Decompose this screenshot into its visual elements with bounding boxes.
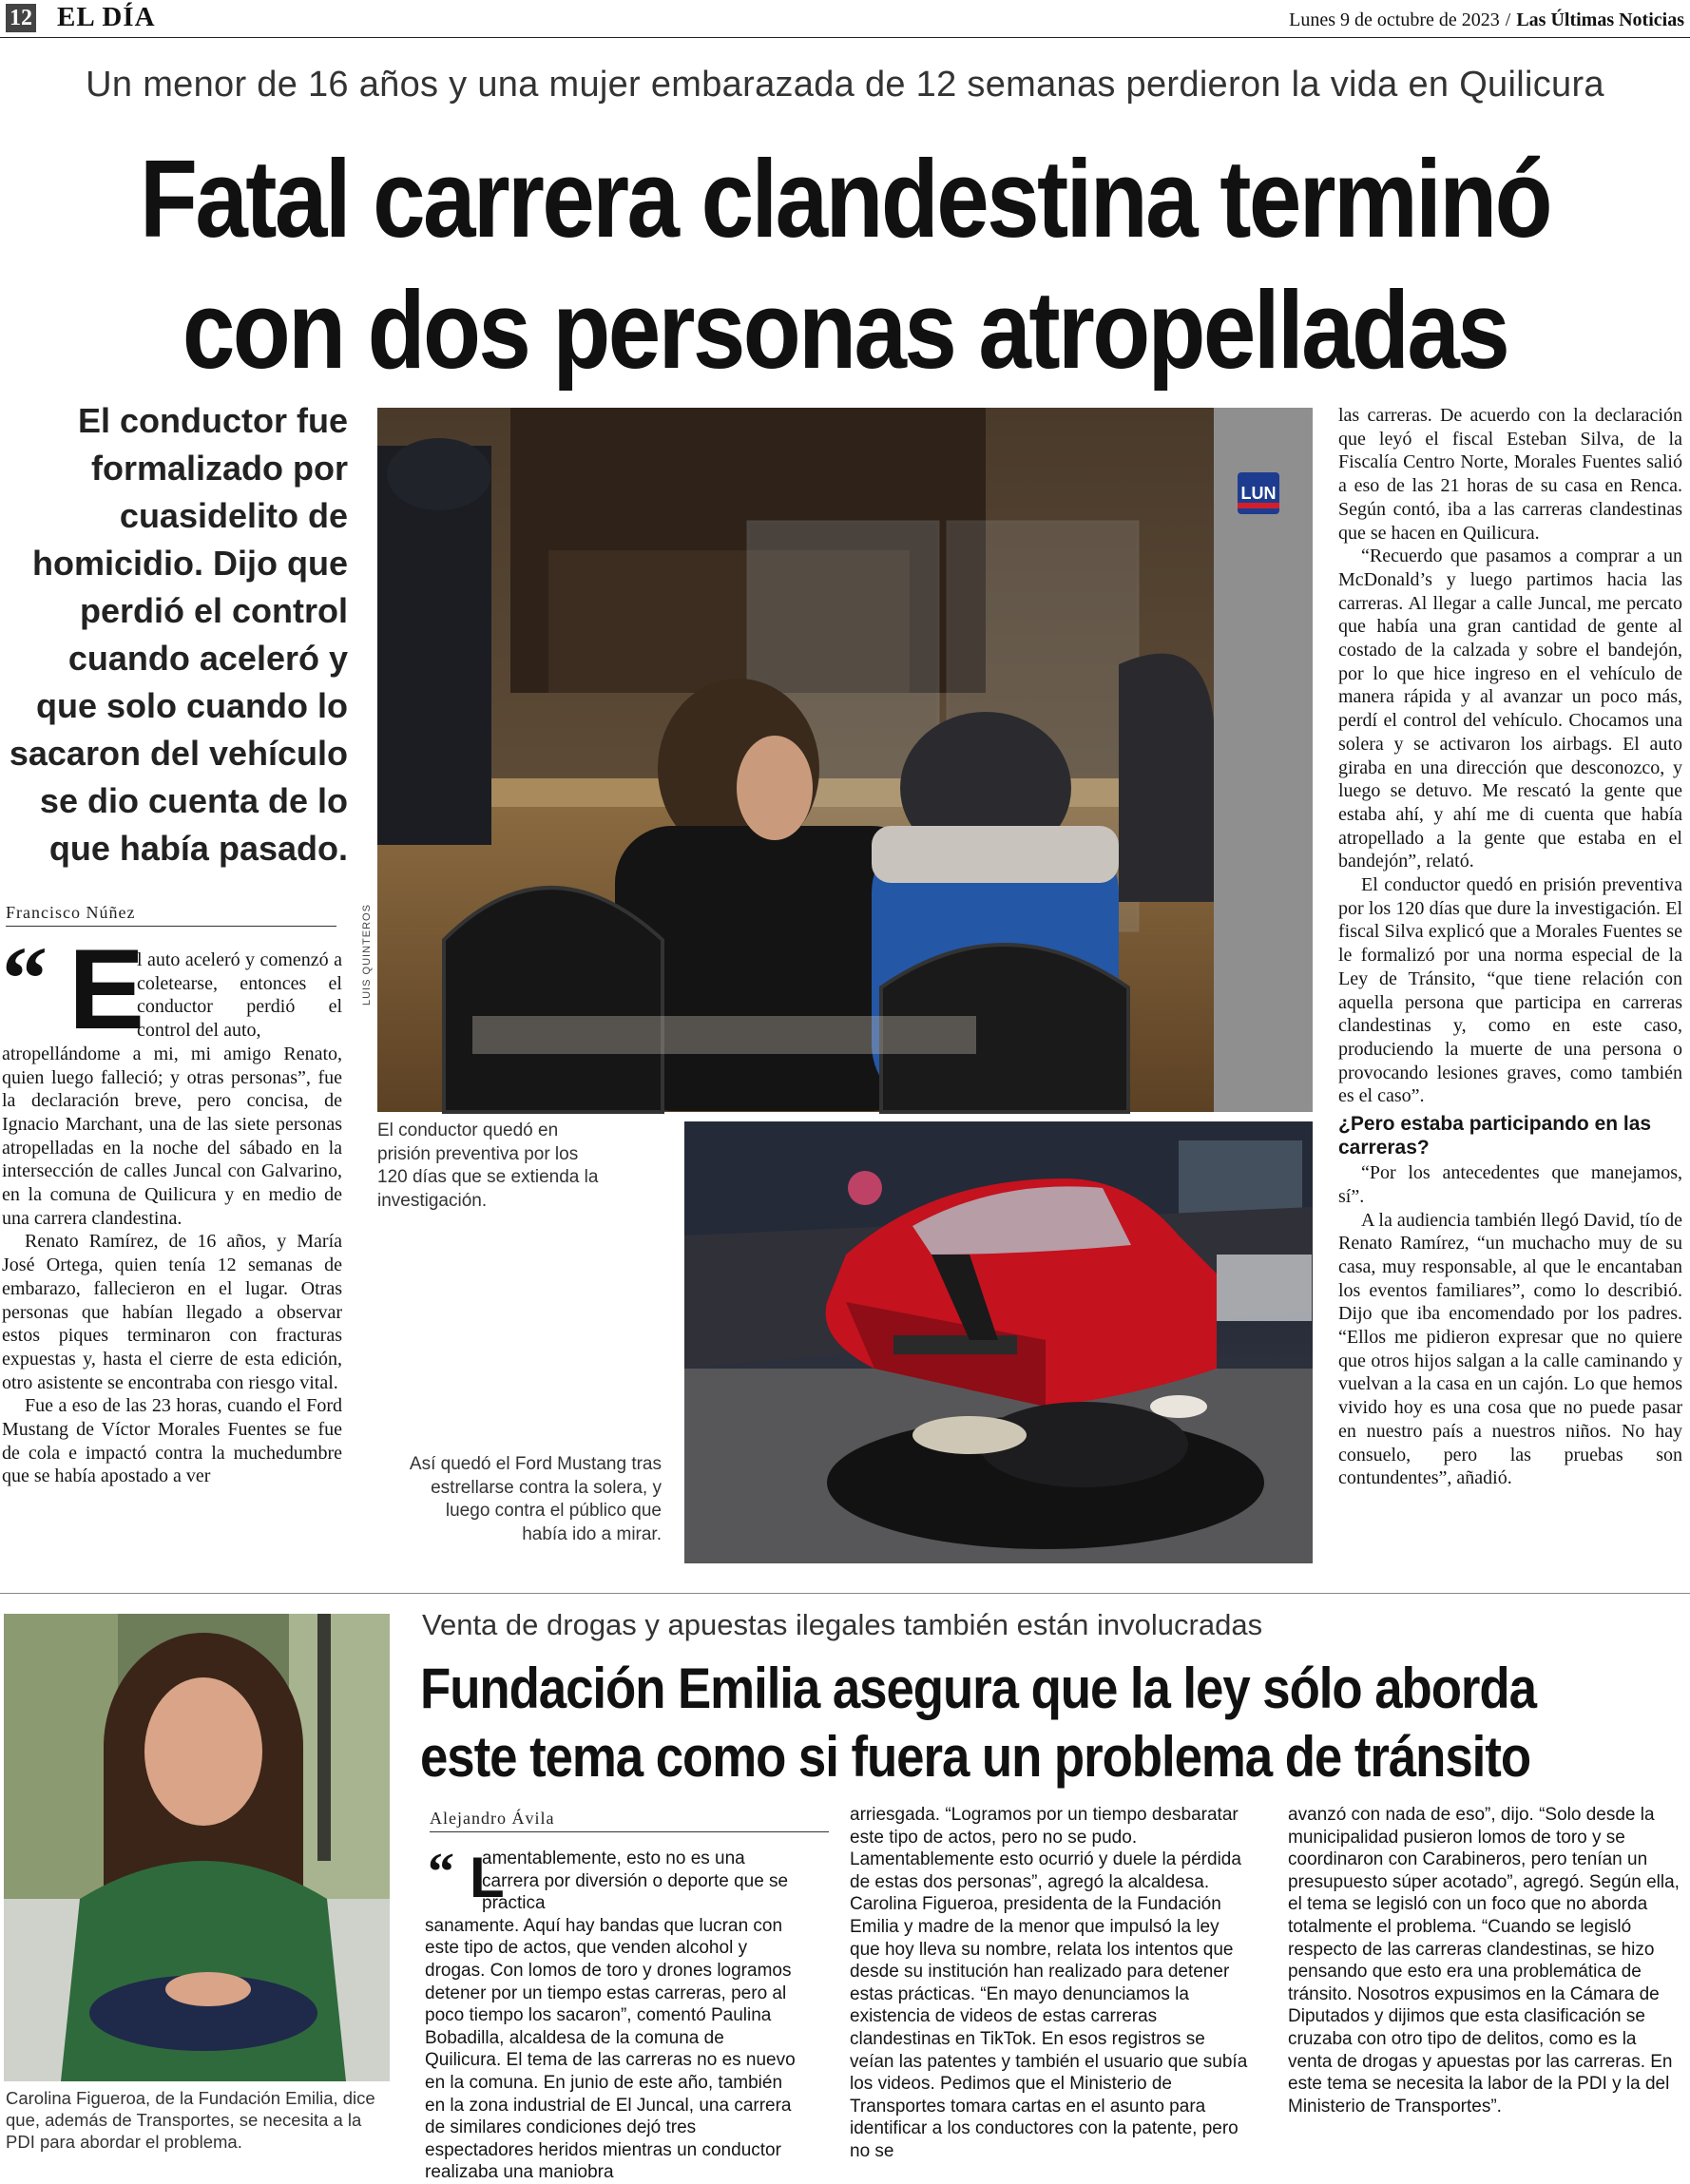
courtroom-photo-image bbox=[377, 408, 1313, 1112]
story2-paragraph: sanamente. Aquí hay bandas que lucran con este tipo de actos, que venden alcohol y drogas. Con lomos de toro y drones logramos detener por un tiempo estas carreras, pero al poco tiempo los sacaron”, comentó Paulina Bobadilla, alcaldesa de la comuna de Quilicura. El tema de las carreras no es nuevo en la comuna. En junio de este año, también en la zona industrial de El Juncal, una carrera de similares condiciones dejó tres espectadores heridos mientras un conductor realizaba una maniobra bbox=[425, 1915, 796, 2183]
story2-dropcap: L bbox=[470, 1846, 505, 1909]
story1-paragraph: A la audiencia también llegó David, tío de Renato Ramírez, “un muchacho muy de su casa, muy responsable, al que le encantaban los eventos familiares”, como lo describió. Dijo que iba encomendado por los padres. “Ellos me pidieron expresar que no quiere que otros hijos salgan a la calle caminando y vuelvan a la casa en un cajón. Lo que hemos vivido hoy es una cosa que no puede pasar en nuestro país a nuestros niños. No hay consuelo, pero las pruebas son contundentes”, añadió. bbox=[1338, 1209, 1682, 1489]
story2-column-2: arriesgada. “Logramos por un tiempo desbaratar este tipo de actos, pero no se pudo. Lamentablemente esto ocurrió y duele la pérdida de estas dos personas”, agregó la alcaldesa. Carolina Figueroa, presidenta de la Fundación Emilia y madre de la menor que impulsó la ley que hoy lleva su nombre, relata los intentos que desde su institución han realizado para detener estas prácticas. “En mayo denunciamos la existencia de videos de estas carreras clandestinas en TikTok. En esos registros se veían las patentes y también el usuario que subía los videos. Pedimos que el Ministerio de Transportes tomara cartas en el asunto para identificar a los conductores con la patente, pero no se bbox=[850, 1805, 1248, 2161]
page-header bbox=[0, 0, 1690, 38]
crashed-car-caption: Así quedó el Ford Mustang tras estrellarse contra la solera, y luego contra el público que había ido a mirar. bbox=[409, 1454, 662, 1544]
story1-quote-mark: “ bbox=[2, 928, 48, 1029]
story1-column-3 bbox=[1338, 404, 1682, 1490]
story1-lead: l auto aceleró y comenzó a coletearse, entonces el conductor perdió el control del auto, bbox=[137, 949, 342, 1042]
story2-byline: Alejandro Ávila bbox=[430, 1809, 829, 1832]
story1-headline-line2: con dos personas atropelladas bbox=[182, 268, 1508, 392]
issue-date: Lunes 9 de octubre de 2023 bbox=[1289, 10, 1500, 30]
dateline-separator: / bbox=[1505, 10, 1511, 30]
dateline bbox=[1289, 10, 1684, 31]
lun-badge: LUN bbox=[1238, 472, 1279, 514]
courtroom-photo bbox=[377, 408, 1313, 1112]
story1-paragraph: “Por los antecedentes que manejamos, sí”. bbox=[1338, 1162, 1682, 1207]
story1-paragraph: Fue a eso de las 23 horas, cuando el Ford Mustang de Víctor Morales Fuentes se fue de cola e impactó contra la muchedumbre que se había apostado a ver bbox=[2, 1395, 342, 1487]
story1-paragraph: Renato Ramírez, de 16 años, y María José Ortega, quien tenía 12 semanas de embarazo, fallecieron en el lugar. Otras personas que habían llegado a observar estos piques terminaron con fracturas expuestas y, hasta el cierre de esta edición, otro asistente se encontraba con riesgo vital. bbox=[2, 1231, 342, 1393]
story1-paragraph: “Recuerdo que pasamos a comprar a un McDonald’s y luego partimos hacia las carreras. Al llegar a calle Juncal, me percato que había una gran cantidad de gente al costado de la calzada y sobre el bandejón, por lo que hice ingreso en el vehículo de manera rápida y al avanzar un poco más, perdí el control del vehículo. Chocamos una solera y se activaron los airbags. El auto giraba en una dirección que desconozco, y luego se detuvo. Me rescató la gente que estaba ahí, y ahí me di cuenta que había atropellado a la gente que estaba en el bandejón”, relató. bbox=[1338, 546, 1682, 872]
story1-paragraph: atropellándome a mi, mi amigo Renato, quien luego falleció; y otras personas”, fue la declaración breve, pero concisa, de Ignacio Marchant, una de las siete personas atropelladas en la noche del sábado en la intersección de calles Juncal con Galvarino, en la comuna de Quilicura y en medio de una carrera clandestina. bbox=[2, 1043, 342, 1229]
page-number: 12 bbox=[6, 4, 36, 32]
story1-paragraph: las carreras. De acuerdo con la declaración que leyó el fiscal Esteban Silva, de la Fiscalía Centro Norte, Morales Fuentes salió a eso de las 21 horas de su casa en Renca. Según contó, iba a las carreras clandestinas que se hacen en Quilicura. bbox=[1338, 405, 1682, 544]
portrait-photo bbox=[4, 1614, 390, 2081]
story1-deck: El conductor fue formalizado por cuasidelito de homicidio. Dijo que perdió el control cuando aceleró y que solo cuando lo sacaron del vehículo se dio cuenta de lo que había pasado. bbox=[9, 401, 348, 868]
story1-column-1 bbox=[2, 948, 342, 1488]
photo-credit: LUIS QUINTEROS bbox=[361, 904, 373, 1006]
story-divider bbox=[0, 1593, 1690, 1594]
courtroom-caption: El conductor quedó en prisión preventiva por los 120 días que se extienda la investigación. bbox=[377, 1121, 599, 1211]
story1-byline: Francisco Núñez bbox=[6, 903, 336, 927]
story2-headline bbox=[420, 1655, 1536, 1791]
story2-headline-line2: este tema como si fuera un problema de tránsito bbox=[420, 1725, 1531, 1789]
newspaper-name: Las Últimas Noticias bbox=[1516, 10, 1684, 30]
portrait-caption: Carolina Figueroa, de la Fundación Emilia, dice que, además de Transportes, se necesita a la PDI para abordar el problema. bbox=[6, 2088, 375, 2152]
story2-headline-line1: Fundación Emilia asegura que la ley sólo aborda bbox=[420, 1657, 1536, 1720]
story2-quote-mark: “ bbox=[428, 1843, 454, 1902]
crashed-car-photo-image bbox=[684, 1121, 1313, 1563]
story1-paragraph: El conductor quedó en prisión preventiva por los 120 días que dure la investigación. El fiscal Silva explicó que a Morales Fuentes se le formalizó por una norma especial de la Ley de Tránsito, “que tiene relación con aquella persona que participa en carreras clandestinas y, como en este caso, produciendo la muerte de una persona o provocando lesiones graves, como también es el caso”. bbox=[1338, 874, 1682, 1107]
story2-column-1 bbox=[425, 1843, 805, 2184]
story2-kicker: Venta de drogas y apuestas ilegales también están involucradas bbox=[422, 1608, 1263, 1641]
story1-dropcap: E bbox=[68, 926, 145, 1053]
portrait-photo-image bbox=[4, 1614, 390, 2081]
story2-column-3: avanzó con nada de eso”, dijo. “Solo desde la municipalidad pusieron lomos de toro y se coordinaron con Carabineros, pero tenían un presupuesto súper acotado”, agregó. Según ella, el tema se legisló con un foco que no aborda totalmente el problema. “Cuando se legisló respecto de las carreras clandestinas, se hizo pensando que esto era una problemática de tránsito. Nosotros expusimos en la Cámara de Diputados y dijimos que esta clasificación se cruzaba con otro tipo de delitos, como es la venta de drogas y apuestas por las carreras. En este tema se necesita la labor de la PDI y la del Ministerio de Transportes”. bbox=[1288, 1805, 1680, 2117]
section-title: EL DÍA bbox=[57, 2, 156, 32]
crashed-car-photo bbox=[684, 1121, 1313, 1563]
story2-lead: amentablemente, esto no es una carrera por diversión o deporte que se practica bbox=[482, 1849, 789, 1914]
story1-headline-line1: Fatal carrera clandestina terminó bbox=[140, 137, 1550, 260]
story1-subhead: ¿Pero estaba participando en las carreras? bbox=[1338, 1113, 1652, 1159]
story1-kicker: Un menor de 16 años y una mujer embarazada de 12 semanas perdieron la vida en Quilicura bbox=[86, 65, 1604, 105]
story1-headline bbox=[118, 133, 1571, 395]
